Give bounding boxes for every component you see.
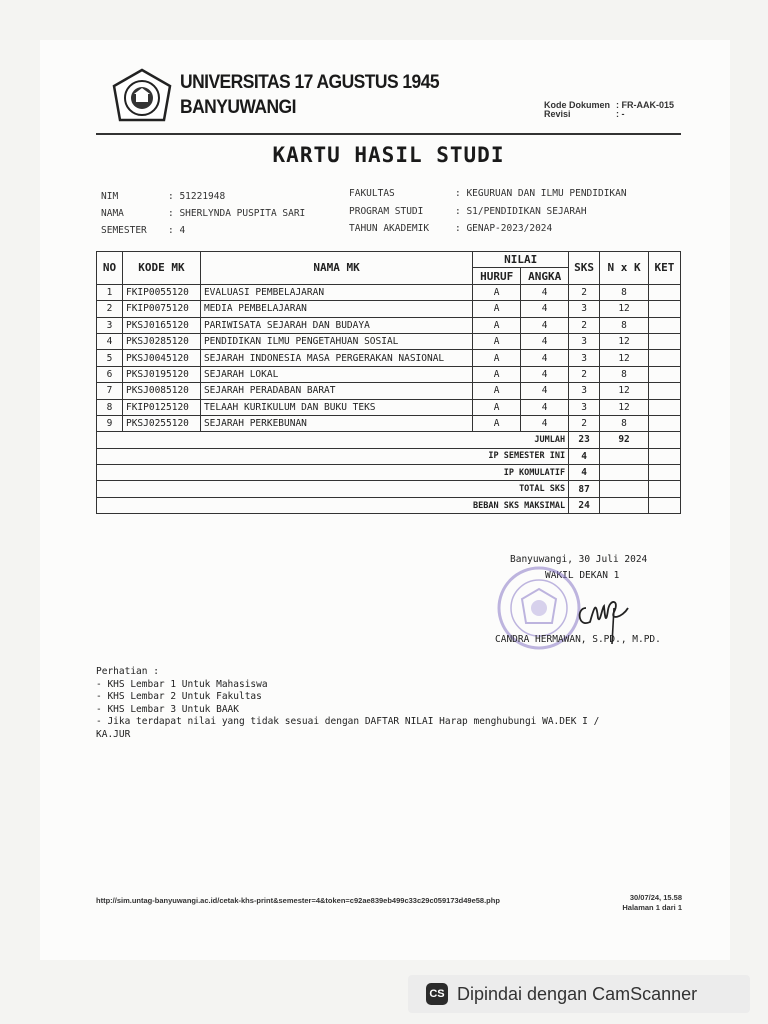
empty-cell <box>600 465 649 481</box>
header-huruf: HURUF <box>473 268 521 284</box>
semester-label: SEMESTER <box>101 225 147 236</box>
nim-label: NIM <box>101 191 119 202</box>
cell-ket <box>648 333 680 349</box>
empty-cell <box>600 448 649 464</box>
empty-cell <box>600 481 649 497</box>
cell-no: 5 <box>97 350 123 366</box>
cell-angka: 4 <box>521 415 569 431</box>
empty-cell <box>648 432 680 448</box>
cell-nama: SEJARAH PERKEBUNAN <box>200 415 472 431</box>
camscanner-watermark <box>408 975 750 1013</box>
page-title: KARTU HASIL STUDI <box>272 143 505 167</box>
jumlah-sks: 23 <box>569 432 600 448</box>
ips-row <box>97 448 681 464</box>
cell-nxk: 12 <box>600 301 649 317</box>
cell-sks: 2 <box>569 284 600 300</box>
cell-kode: PKSJ0195120 <box>122 366 200 382</box>
cell-nama: PENDIDIKAN ILMU PENGETAHUAN SOSIAL <box>200 333 472 349</box>
header-sks: SKS <box>569 252 600 285</box>
camscanner-icon: CS <box>426 983 448 1005</box>
empty-cell <box>600 497 649 513</box>
university-name: UNIVERSITAS 17 AGUSTUS 1945 <box>180 72 440 93</box>
ipk-row <box>97 465 681 481</box>
prodi-value: : S1/PENDIDIKAN SEJARAH <box>455 206 587 217</box>
cell-nama: EVALUASI PEMBELAJARAN <box>200 284 472 300</box>
table-row <box>97 399 681 415</box>
cell-huruf: A <box>473 301 521 317</box>
beban-label: BEBAN SKS MAKSIMAL <box>97 497 569 513</box>
tahun-label: TAHUN AKADEMIK <box>349 223 430 234</box>
print-datetime: 30/07/24, 15.58 <box>629 893 682 902</box>
tahun-value: : GENAP-2023/2024 <box>455 223 553 234</box>
cell-huruf: A <box>473 284 521 300</box>
table-row <box>97 284 681 300</box>
total-sks-label: TOTAL SKS <box>97 481 569 497</box>
cell-sks: 2 <box>569 415 600 431</box>
cell-huruf: A <box>473 333 521 349</box>
cell-nxk: 12 <box>600 333 649 349</box>
cell-ket <box>648 350 680 366</box>
cell-nxk: 8 <box>600 317 649 333</box>
cell-sks: 2 <box>569 366 600 382</box>
cell-huruf: A <box>473 383 521 399</box>
cell-angka: 4 <box>521 317 569 333</box>
cell-no: 8 <box>97 399 123 415</box>
table-row <box>97 415 681 431</box>
cell-no: 2 <box>97 301 123 317</box>
notes-line: - KHS Lembar 1 Untuk Mahasiswa <box>96 678 268 690</box>
ips-label: IP SEMESTER INI <box>97 448 569 464</box>
cell-kode: PKSJ0255120 <box>122 415 200 431</box>
place-date: Banyuwangi, 30 Juli 2024 <box>510 554 648 565</box>
cell-angka: 4 <box>521 366 569 382</box>
cell-nxk: 8 <box>600 415 649 431</box>
jumlah-nxk: 92 <box>600 432 649 448</box>
cell-nxk: 12 <box>600 399 649 415</box>
header-divider <box>96 133 681 135</box>
print-datetime-block <box>604 893 682 913</box>
cell-huruf: A <box>473 366 521 382</box>
cell-angka: 4 <box>521 383 569 399</box>
cell-nama: SEJARAH LOKAL <box>200 366 472 382</box>
revisi-value: : - <box>616 109 625 119</box>
page-number: Halaman 1 dari 1 <box>622 903 682 912</box>
cell-ket <box>648 383 680 399</box>
jumlah-label: JUMLAH <box>97 432 569 448</box>
cell-huruf: A <box>473 399 521 415</box>
table-row <box>97 333 681 349</box>
cell-sks: 3 <box>569 383 600 399</box>
jumlah-row <box>97 432 681 448</box>
cell-nama: SEJARAH INDONESIA MASA PERGERAKAN NASIONAL <box>200 350 472 366</box>
cell-ket <box>648 399 680 415</box>
cell-kode: PKSJ0045120 <box>122 350 200 366</box>
total-sks-value: 87 <box>569 481 600 497</box>
doc-code-value: : FR-AAK-015 <box>616 100 675 110</box>
nim-value: : 51221948 <box>168 191 226 202</box>
header-nxk: N x K <box>600 252 649 285</box>
empty-cell <box>648 448 680 464</box>
semester-value: : 4 <box>168 225 186 236</box>
signer-position: WAKIL DEKAN 1 <box>545 570 620 581</box>
notes-line: - KHS Lembar 3 Untuk BAAK <box>96 703 239 715</box>
cell-ket <box>648 415 680 431</box>
cell-nxk: 8 <box>600 284 649 300</box>
cell-nama: PARIWISATA SEJARAH DAN BUDAYA <box>200 317 472 333</box>
document-meta <box>544 101 674 119</box>
cell-no: 7 <box>97 383 123 399</box>
cell-angka: 4 <box>521 399 569 415</box>
table-row <box>97 317 681 333</box>
cell-ket <box>648 284 680 300</box>
ips-value: 4 <box>569 448 600 464</box>
university-logo-icon <box>112 68 172 124</box>
header-nama: NAMA MK <box>200 252 472 285</box>
cell-nxk: 12 <box>600 383 649 399</box>
cell-kode: PKSJ0285120 <box>122 333 200 349</box>
cell-ket <box>648 366 680 382</box>
table-header-row <box>97 252 681 268</box>
cell-no: 1 <box>97 284 123 300</box>
signer-name: CANDRA HERMAWAN, S.PD., M.PD. <box>495 634 661 645</box>
ipk-label: IP KOMULATIF <box>97 465 569 481</box>
cell-kode: FKIP0075120 <box>122 301 200 317</box>
university-city: BANYUWANGI <box>180 97 296 118</box>
cell-nxk: 12 <box>600 350 649 366</box>
table-row <box>97 301 681 317</box>
notes-line: KA.JUR <box>96 728 131 740</box>
beban-row <box>97 497 681 513</box>
cell-sks: 3 <box>569 350 600 366</box>
empty-cell <box>648 497 680 513</box>
cell-angka: 4 <box>521 284 569 300</box>
header-nilai: NILAI <box>473 252 569 268</box>
table-row <box>97 350 681 366</box>
cell-angka: 4 <box>521 333 569 349</box>
cell-no: 4 <box>97 333 123 349</box>
grades-table <box>96 251 681 514</box>
cell-sks: 3 <box>569 301 600 317</box>
header-angka: ANGKA <box>521 268 569 284</box>
prodi-label: PROGRAM STUDI <box>349 206 424 217</box>
cell-nama: TELAAH KURIKULUM DAN BUKU TEKS <box>200 399 472 415</box>
header-kode: KODE MK <box>122 252 200 285</box>
fakultas-label: FAKULTAS <box>349 188 395 199</box>
header-ket: KET <box>648 252 680 285</box>
notes-heading: Perhatian : <box>96 666 159 677</box>
cell-huruf: A <box>473 415 521 431</box>
cell-ket <box>648 317 680 333</box>
cell-no: 3 <box>97 317 123 333</box>
cell-sks: 3 <box>569 333 600 349</box>
fakultas-value: : KEGURUAN DAN ILMU PENDIDIKAN <box>455 188 627 199</box>
doc-code-label: Kode Dokumen <box>544 100 611 110</box>
notes-line: - Jika terdapat nilai yang tidak sesuai dengan DAFTAR NILAI Harap menghubungi WA.DEK I / <box>96 716 600 727</box>
notes-line: - KHS Lembar 2 Untuk Fakultas <box>96 691 262 702</box>
header-no: NO <box>97 252 123 285</box>
cell-huruf: A <box>473 350 521 366</box>
cell-nxk: 8 <box>600 366 649 382</box>
cell-sks: 2 <box>569 317 600 333</box>
cell-angka: 4 <box>521 350 569 366</box>
cell-kode: FKIP0125120 <box>122 399 200 415</box>
table-row <box>97 366 681 382</box>
cell-angka: 4 <box>521 301 569 317</box>
cell-no: 6 <box>97 366 123 382</box>
cell-nama: MEDIA PEMBELAJARAN <box>200 301 472 317</box>
ipk-value: 4 <box>569 465 600 481</box>
cell-sks: 3 <box>569 399 600 415</box>
beban-value: 24 <box>569 497 600 513</box>
nama-label: NAMA <box>101 208 124 219</box>
revisi-label: Revisi <box>544 109 571 119</box>
total-sks-row <box>97 481 681 497</box>
cell-nama: SEJARAH PERADABAN BARAT <box>200 383 472 399</box>
print-url: http://sim.untag-banyuwangi.ac.id/cetak-khs-print&semester=4&token=c92ae839eb499c33c29c059173d49e58.php <box>96 896 500 905</box>
cell-kode: PKSJ0165120 <box>122 317 200 333</box>
empty-cell <box>648 465 680 481</box>
cell-ket <box>648 301 680 317</box>
nama-value: : SHERLYNDA PUSPITA SARI <box>168 208 306 219</box>
empty-cell <box>648 481 680 497</box>
notes-section <box>96 666 599 741</box>
table-row <box>97 383 681 399</box>
cell-no: 9 <box>97 415 123 431</box>
cell-huruf: A <box>473 317 521 333</box>
cell-kode: FKIP0055120 <box>122 284 200 300</box>
camscanner-text: Dipindai dengan CamScanner <box>457 983 698 1004</box>
cell-kode: PKSJ0085120 <box>122 383 200 399</box>
